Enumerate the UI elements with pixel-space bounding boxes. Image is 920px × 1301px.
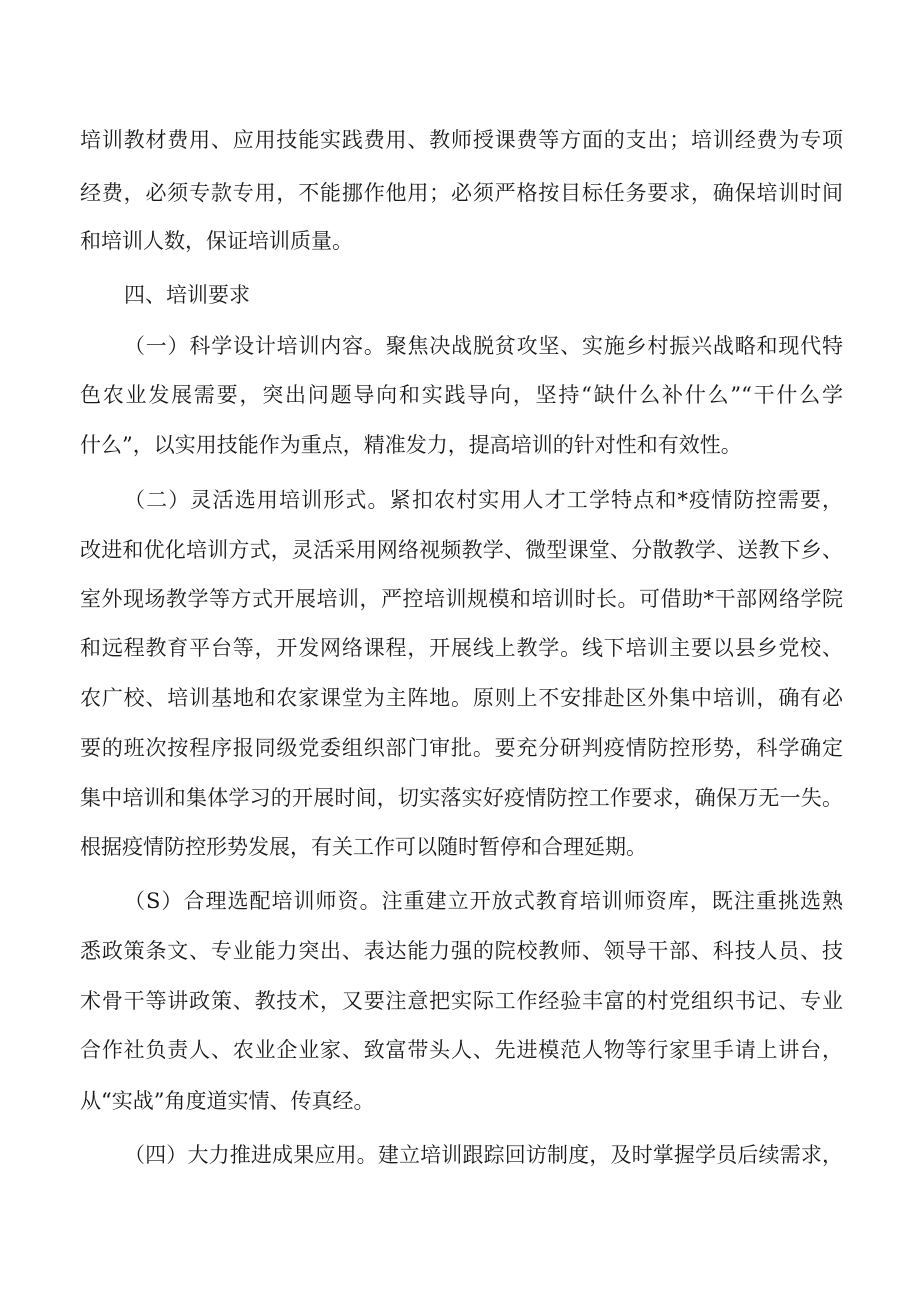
paragraph-1-line-1: 培训教材费用、应用技能实践费用、教师授课费等方面的支出；培训经费为专项 [80,128,843,152]
paragraph-4-line-3: 术骨干等讲政策、教技术，又要注意把实际工作经验丰富的村党组织书记、专业 [80,989,843,1013]
paragraph-3-line-7: 集中培训和集体学习的开展时间，切实落实好疫情防控工作要求，确保万无一失。 [80,786,843,810]
paragraph-3-line-4: 和远程教育平台等，开发网络课程，开展线上教学。线下培训主要以县乡党校、 [80,636,843,660]
paragraph-4-line-2: 悉政策条文、专业能力突出、表达能力强的院校教师、领导干部、科技人员、技 [80,939,843,963]
paragraph-3-line-8: 根据疫情防控形势发展，有关工作可以随时暂停和合理延期。 [80,835,647,859]
paragraph-3-line-3: 室外现场教学等方式开展培训，严控培训规模和培训时长。可借助*干部网络学院 [80,587,843,611]
paragraph-3-line-6: 要的班次按程序报同级党委组织部门审批。要充分研判疫情防控形势，科学确定 [80,736,843,760]
section-heading: 四、培训要求 [124,283,250,307]
paragraph-2-line-3: 什么”，以实用技能作为重点，精准发力，提高培训的针对性和有效性。 [80,433,742,457]
paragraph-4-line-5: 从“实战”角度道实情、传真经。 [80,1089,375,1113]
paragraph-2-line-2: 色农业发展需要，突出问题导向和实践导向，坚持“缺什么补什么”“干什么学 [80,383,843,407]
paragraph-2-line-1: （一）科学设计培训内容。聚焦决战脱贫攻坚、实施乡村振兴战略和现代特 [124,334,843,358]
paragraph-3-line-5: 农广校、培训基地和农家课堂为主阵地。原则上不安排赴区外集中培训，确有必 [80,686,843,710]
paragraph-5-line-1: （四）大力推进成果应用。建立培训跟踪回访制度，及时掌握学员后续需求， [124,1143,843,1167]
paragraph-1-line-2: 经费，必须专款专用，不能挪作他用；必须严格按目标任务要求，确保培训时间 [80,181,843,205]
paragraph-4-line-1: （S）合理选配培训师资。注重建立开放式教育培训师资库，既注重挑选熟 [124,889,843,913]
paragraph-3-line-1: （二）灵活选用培训形式。紧扣农村实用人才工学特点和*疫情防控需要， [124,488,843,512]
paragraph-4-line-4: 合作社负责人、农业企业家、致富带头人、先进模范人物等行家里手请上讲台， [80,1038,843,1062]
paragraph-1-line-3: 和培训人数，保证培训质量。 [80,229,353,253]
paragraph-3-line-2: 改进和优化培训方式，灵活采用网络视频教学、微型课堂、分散教学、送教下乡、 [80,538,843,562]
